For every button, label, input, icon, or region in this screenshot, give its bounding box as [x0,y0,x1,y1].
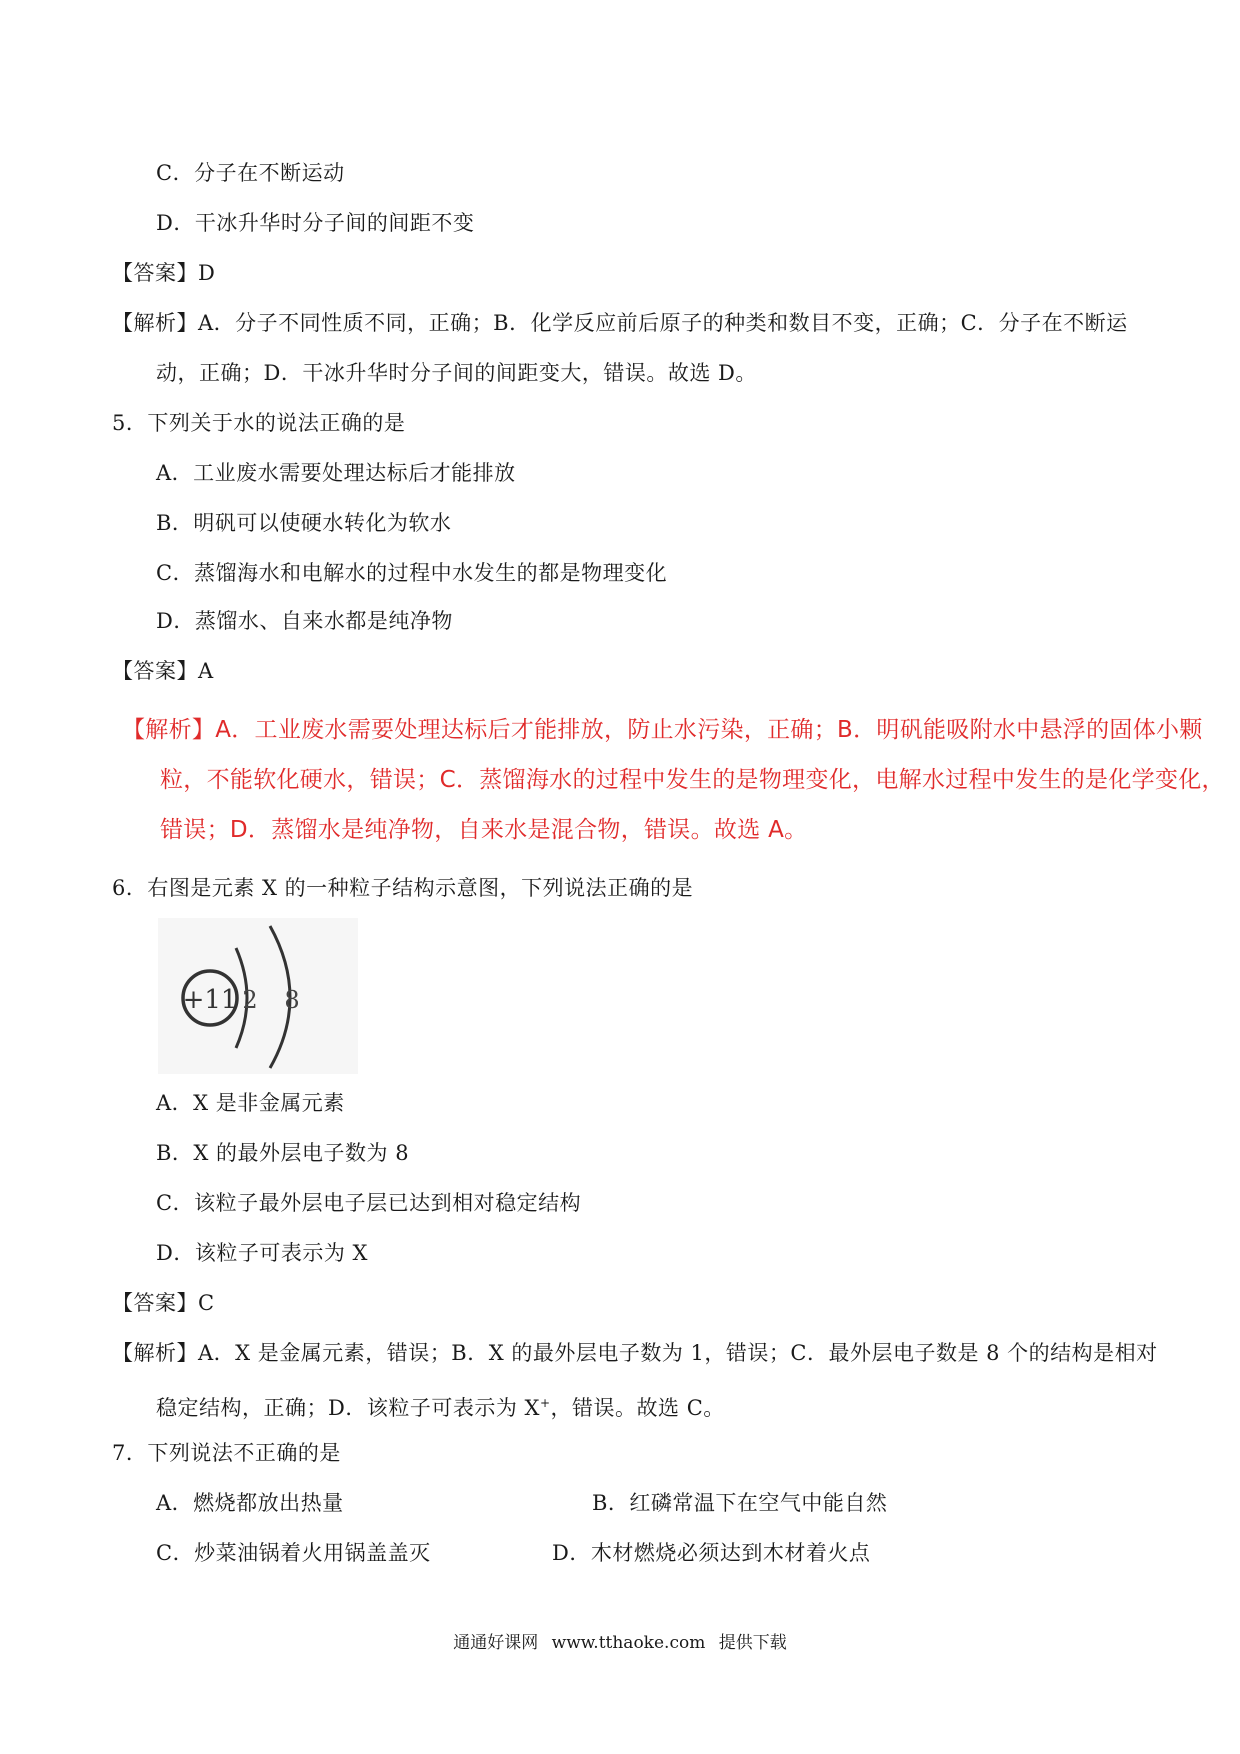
q6-option-d: D．该粒子可表示为 X [156,1241,368,1265]
q4-analysis-line1: 【解析】A．分子不同性质不同，正确；B．化学反应前后原子的种类和数目不变，正确；C．分子在不断运 [112,311,1128,335]
q6-analysis-line1: 【解析】A．X 是金属元素，错误；B．X 的最外层电子数为 1，错误；C．最外层电子数是 8 个的结构是相对 [112,1341,1158,1365]
q7-option-a: A．燃烧都放出热量 [156,1491,344,1515]
q5-option-c: C．蒸馏海水和电解水的过程中水发生的都是物理变化 [156,561,668,585]
atom-structure-svg [158,918,358,1074]
charge-superscript: + [539,1396,551,1410]
q4-option-c: C．分子在不断运动 [156,161,345,185]
q4-answer: 【答案】D [112,261,216,285]
q5-analysis-line3: 错误；D．蒸馏水是纯净物，自来水是混合物，错误。故选 A。 [160,817,808,843]
q6-analysis-line2-end: ，错误。故选 C。 [550,1396,725,1420]
q5-stem: 5．下列关于水的说法正确的是 [112,411,406,435]
outer-shell-electrons: 8 [284,986,300,1014]
q5-option-d: D．蒸馏水、自来水都是纯净物 [156,609,453,633]
q4-analysis-line2: 动，正确；D．干冰升华时分子间的间距变大，错误。故选 D。 [156,361,757,385]
page-footer [0,1632,1240,1654]
footer-tagline: 提供下载 [718,1633,787,1653]
inner-shell-electrons: 2 [242,986,258,1014]
q6-option-c: C．该粒子最外层电子层已达到相对稳定结构 [156,1191,582,1215]
q6-answer: 【答案】C [112,1291,215,1315]
q6-analysis-line2-start: 稳定结构，正确；D．该粒子可表示为 X [156,1396,540,1420]
q7-stem: 7．下列说法不正确的是 [112,1441,341,1465]
q5-option-b: B．明矾可以使硬水转化为软水 [156,511,452,535]
q4-option-d: D．干冰升华时分子间的间距不变 [156,211,475,235]
q5-answer: 【答案】A [112,659,214,683]
q7-option-d: D．木材燃烧必须达到木材着火点 [552,1541,871,1565]
q7-option-b: B．红磷常温下在空气中能自然 [592,1491,888,1515]
q5-analysis-line2: 粒，不能软化硬水，错误；C．蒸馏海水的过程中发生的是物理变化，电解水过程中发生的是化学变化， [160,767,1225,793]
nucleus-charge: +11 [182,985,238,1015]
q6-option-b: B．X 的最外层电子数为 8 [156,1141,410,1165]
footer-site-name: 通通好课网 [453,1633,539,1653]
q5-analysis-line1: 【解析】A．工业废水需要处理达标后才能排放，防止水污染，正确；B．明矾能吸附水中悬浮的固体小颗 [122,717,1203,743]
q6-analysis-line2 [156,1390,725,1421]
q5-option-a: A．工业废水需要处理达标后才能排放 [156,461,516,485]
q6-option-a: A．X 是非金属元素 [156,1091,345,1115]
q7-option-c: C．炒菜油锅着火用锅盖盖灭 [156,1541,431,1565]
q6-stem: 6．右图是元素 X 的一种粒子结构示意图，下列说法正确的是 [112,876,694,900]
footer-url[interactable]: www.tthaoke.com [551,1633,706,1653]
atom-structure-diagram [158,918,358,1074]
